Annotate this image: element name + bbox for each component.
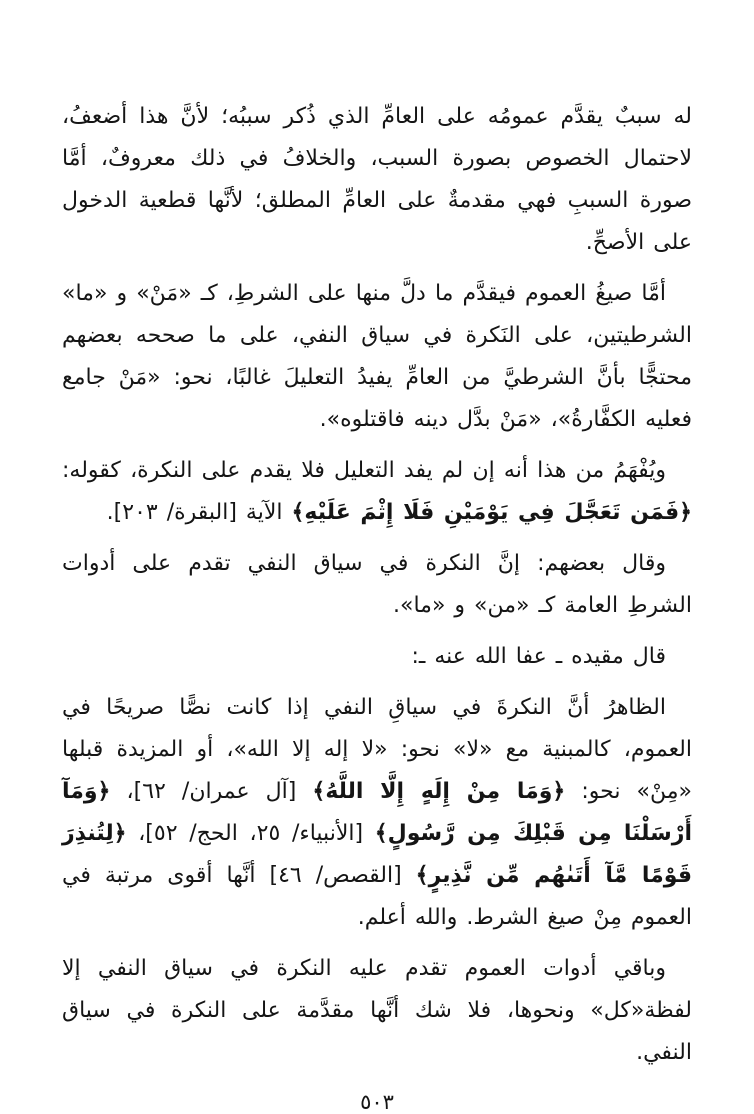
paragraph-2 bbox=[62, 273, 692, 441]
page-number: ٥٠٣ bbox=[360, 1090, 394, 1114]
paragraph-6-reference-1: [آل عمران/ ٦٢]، bbox=[110, 779, 313, 804]
paragraph-6-closing-text: [القصص/ ٤٦] أنَّها أقوى مرتبة في العموم مِنْ صيغ الشرط. والله أعلم. bbox=[62, 863, 692, 930]
paragraph-4 bbox=[62, 543, 692, 627]
quran-verse-al-imran-62: ﴿وَمَا مِنْ إِلَهٍ إِلَّا اللَّهُ﴾ bbox=[312, 779, 566, 804]
paragraph-4-text: وقال بعضهم: إنَّ النكرة في سياق النفي تقدم على أدوات الشرطِ العامة كـ «من» و «ما». bbox=[62, 551, 692, 618]
paragraph-6-reference-2: [الأنبياء/ ٢٥، الحج/ ٥٢]، bbox=[126, 821, 375, 846]
paragraph-5-author-note bbox=[62, 636, 692, 678]
paragraph-6-text: الظاهرُ أنَّ النكرةَ في سياقِ النفي إذا كانت نصًّا صريحًا في العموم، كالمبنية مع «لا» نحو: «لا إله إلا الله»، أو المزيدة قبلها «مِنْ» نحو: bbox=[62, 695, 693, 804]
paragraph-5-text: قال مقيده ـ عفا الله عنه ـ: bbox=[411, 644, 666, 669]
quran-verse-qasas-46: ﴿لِتُنذِرَ قَوْمًا مَّآ أَتَىٰهُم مِّن نَّذِيرٍ﴾ bbox=[62, 821, 692, 888]
paragraph-3 bbox=[62, 450, 692, 534]
paragraph-3-text: ويُفْهَمُ من هذا أنه إن لم يفد التعليل فلا يقدم على النكرة، كقوله: bbox=[62, 458, 666, 483]
paragraph-6 bbox=[62, 687, 692, 939]
paragraph-2-text: أمَّا صيغُ العموم فيقدَّم ما دلَّ منها على الشرطِ، كـ «مَنْ» و «ما» الشرطيتين، على النَكرة في سياق النفي، على ما صححه بعضهم محتجًّا بأنَّ الشرطيَّ من العامِّ يفيدُ التعليلَ غالبًا، نحو: «مَنْ جامع فعليه الكفَّارةُ»، «مَنْ بدَّل دينه فاقتلوه». bbox=[62, 281, 692, 432]
page-text-block bbox=[62, 96, 692, 1074]
quran-verse-baqarah-203: ﴿فَمَن تَعَجَّلَ فِي يَوْمَيْنِ فَلَا إِثْمَ عَلَيْهِ﴾ bbox=[291, 500, 692, 525]
paragraph-1 bbox=[62, 96, 692, 264]
paragraph-7-text: وباقي أدوات العموم تقدم عليه النكرة في سياق النفي إلا لفظة«كل» ونحوها، فلا شك أنَّها مقدَّمة على النكرة في سياق النفي. bbox=[62, 956, 692, 1065]
paragraph-1-text: له سببٌ يقدَّم عمومُه على العامِّ الذي ذُكر سببُه؛ لأنَّ هذا أضعفُ، لاحتمال الخصوص بصورة السبب، والخلافُ في ذلك معروفٌ، أمَّا صورة السببِ فهي مقدمةٌ على العامِّ المطلق؛ لأنَّها قطعية الدخول على الأصحِّ. bbox=[62, 104, 692, 255]
paragraph-7 bbox=[62, 948, 692, 1074]
paragraph-3-reference: الآية [البقرة/ ٢٠٣]. bbox=[106, 500, 292, 525]
quran-verse-anbiya-25: ﴿وَمَآ أَرْسَلْنَا مِن قَبْلِكَ مِن رَّسُولٍ﴾ bbox=[62, 779, 692, 846]
